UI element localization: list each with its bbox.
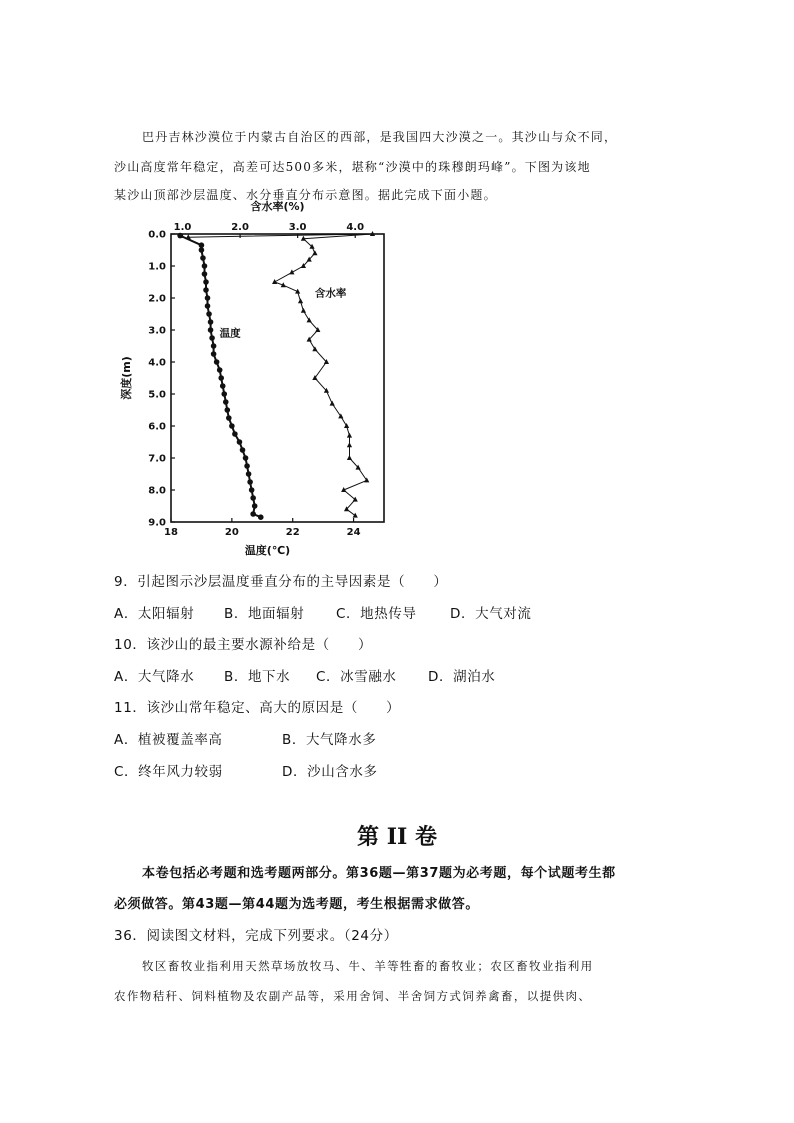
temperature-point xyxy=(221,391,227,397)
q9-option-b[interactable]: B．地面辐射 xyxy=(224,606,305,622)
y-tick-label: 1.0 xyxy=(148,261,166,273)
temperature-point xyxy=(177,233,183,239)
intro-line-1: 巴丹吉林沙漠位于内蒙古自治区的西部，是我国四大沙漠之一。其沙山与众不同， xyxy=(142,130,618,144)
section-title: 第 II 卷 xyxy=(357,824,437,850)
q10-option-c[interactable]: C．冰雪融水 xyxy=(316,669,397,685)
bottom-axis-title: 温度(℃) xyxy=(244,544,291,557)
temperature-point xyxy=(247,479,253,485)
intro-line-2: 沙山高度常年稳定，高差可达500多米，堪称“沙漠中的珠穆朗玛峰”。下图为该地 xyxy=(114,160,591,174)
top-axis-title: 含水率(%) xyxy=(250,200,305,213)
temperature-point xyxy=(252,503,258,509)
moisture-point xyxy=(347,455,352,460)
q10-option-a[interactable]: A．大气降水 xyxy=(114,669,195,685)
moisture-point xyxy=(347,433,352,438)
moisture-point xyxy=(301,308,306,313)
temperature-point xyxy=(218,375,224,381)
temperature-point xyxy=(237,439,243,445)
temperature-point xyxy=(208,327,214,333)
temperature-point xyxy=(203,279,209,285)
y-tick-label: 0.0 xyxy=(148,229,166,241)
series-line-1 xyxy=(188,234,372,516)
temperature-point xyxy=(217,367,223,373)
y-tick-label: 3.0 xyxy=(148,325,166,337)
temperature-point xyxy=(226,415,232,421)
series-label-0: 温度 xyxy=(219,327,241,340)
temperature-point xyxy=(202,271,208,277)
y-axis-title: 深度(m) xyxy=(120,356,133,400)
temperature-point xyxy=(250,495,256,501)
temperature-point xyxy=(249,487,255,493)
temperature-point xyxy=(199,242,205,248)
temperature-point xyxy=(232,431,238,437)
moisture-point xyxy=(347,442,352,447)
intro-line-3: 某沙山顶部沙层温度、水分垂直分布示意图。据此完成下面小题。 xyxy=(114,188,497,202)
q11-option-a[interactable]: A．植被覆盖率高 xyxy=(114,732,223,748)
temperature-point xyxy=(206,311,212,317)
material-line-2: 农作物秸秆、饲料植物及农副产品等，采用舍饲、半舍饲方式饲养禽畜，以提供肉、 xyxy=(114,989,592,1003)
q9-option-d[interactable]: D．大气对流 xyxy=(450,606,532,622)
y-tick-label: 9.0 xyxy=(148,517,166,529)
moisture-point xyxy=(330,401,335,406)
temperature-point xyxy=(220,383,226,389)
q9-option-c[interactable]: C．地热传导 xyxy=(336,606,417,622)
question-10-stem: 10．该沙山的最主要水源补给是（ ） xyxy=(114,637,373,653)
q10-option-b[interactable]: B．地下水 xyxy=(224,669,291,685)
y-tick-label: 6.0 xyxy=(148,421,166,433)
bottom-tick-label: 18 xyxy=(164,527,178,538)
question-36-stem: 36．阅读图文材料，完成下列要求。（24分） xyxy=(114,928,398,944)
temperature-point xyxy=(224,407,230,413)
bottom-tick-label: 22 xyxy=(285,527,300,538)
q11-option-b[interactable]: B．大气降水多 xyxy=(282,732,377,748)
bottom-tick-label: 24 xyxy=(346,527,361,538)
top-tick-label: 4.0 xyxy=(346,222,365,233)
section-note-line-1: 本卷包括必考题和选考题两部分。第36题—第37题为必考题，每个试题考生都 xyxy=(142,866,616,881)
moisture-point xyxy=(353,513,358,518)
question-9-stem: 9．引起图示沙层温度垂直分布的主导因素是（ ） xyxy=(114,574,448,590)
bottom-tick-label: 20 xyxy=(224,527,239,538)
temperature-point xyxy=(203,287,209,293)
material-line-1: 牧区畜牧业指利用天然草场放牧马、牛、羊等牲畜的畜牧业；农区畜牧业指利用 xyxy=(142,959,594,973)
temperature-point xyxy=(211,351,217,357)
q9-option-a[interactable]: A．太阳辐射 xyxy=(114,606,195,622)
plot-frame xyxy=(171,234,384,522)
temperature-point xyxy=(208,319,214,325)
q11-option-c[interactable]: C．终年风力较弱 xyxy=(114,764,223,780)
q11-option-d[interactable]: D．沙山含水多 xyxy=(282,764,378,780)
series-label-1: 含水率 xyxy=(314,287,347,300)
temperature-point xyxy=(240,447,246,453)
temperature-point xyxy=(199,247,205,253)
temperature-point xyxy=(250,511,256,517)
sand-profile-chart xyxy=(110,196,400,564)
temperature-point xyxy=(243,455,249,461)
temperature-point xyxy=(200,255,206,261)
y-tick-label: 4.0 xyxy=(148,357,166,369)
top-tick-label: 2.0 xyxy=(231,222,249,233)
y-tick-label: 5.0 xyxy=(148,389,166,401)
moisture-point xyxy=(353,497,358,502)
temperature-point xyxy=(246,471,252,477)
temperature-point xyxy=(214,359,220,365)
temperature-point xyxy=(202,263,208,269)
y-tick-label: 7.0 xyxy=(148,453,166,465)
moisture-point xyxy=(298,298,303,303)
temperature-point xyxy=(223,399,229,405)
temperature-point xyxy=(205,303,211,309)
q10-option-d[interactable]: D．湖泊水 xyxy=(428,669,496,685)
temperature-point xyxy=(244,463,250,469)
temperature-point xyxy=(229,423,235,429)
temperature-point xyxy=(209,335,215,341)
y-tick-label: 2.0 xyxy=(148,293,166,305)
y-tick-label: 8.0 xyxy=(148,485,166,497)
temperature-point xyxy=(258,514,264,520)
temperature-point xyxy=(205,295,211,301)
top-tick-label: 3.0 xyxy=(288,222,307,233)
top-tick-label: 1.0 xyxy=(173,222,192,233)
moisture-point xyxy=(312,250,317,255)
section-note-line-2: 必须做答。第43题—第44题为选考题，考生根据需求做答。 xyxy=(114,897,479,912)
question-11-stem: 11．该沙山常年稳定、高大的原因是（ ） xyxy=(114,700,401,716)
temperature-point xyxy=(211,343,217,349)
